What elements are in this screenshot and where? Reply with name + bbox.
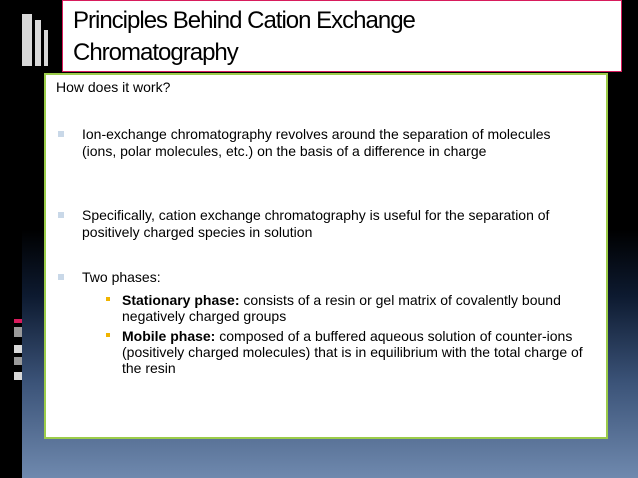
- bullet-text: Specifically, cation exchange chromatography is useful for the separation of positively charged species in solution: [82, 207, 550, 240]
- bullet-text: Two phases:: [82, 269, 161, 285]
- deco-pink-mark: [14, 319, 22, 323]
- bullet-item: [58, 207, 578, 241]
- bullet-text: Ion-exchange chromatography revolves around the separation of molecules (ions, polar molecules, etc.) on the basis of a difference in charge: [82, 126, 551, 159]
- sub-bullet-item: [106, 328, 586, 376]
- sub-bullet-term: Mobile phase:: [122, 328, 216, 344]
- content-box: [44, 73, 608, 439]
- slide-title-line-1: Principles Behind Cation Exchange: [73, 7, 415, 34]
- deco-white-mark-1: [14, 345, 22, 353]
- deco-white-mark-2: [14, 372, 22, 380]
- deco-block-top-3: [44, 30, 48, 66]
- sub-bullet-marker: [106, 297, 110, 301]
- bullet-item: [58, 269, 578, 286]
- sub-bullet-marker: [106, 333, 110, 337]
- deco-grey-mark-2: [14, 357, 22, 365]
- title-box: [62, 0, 622, 72]
- bullet-item: [58, 126, 578, 160]
- sub-bullet-body: consists of a resin or gel matrix of covalently bound negatively charged groups: [122, 292, 561, 324]
- sub-bullet-text: [106, 292, 586, 324]
- bullet-marker: [58, 274, 64, 280]
- sub-bullet-term: Stationary phase:: [122, 292, 240, 308]
- bullet-marker: [58, 212, 64, 218]
- left-bar: [0, 0, 22, 478]
- intro-text: How does it work?: [56, 79, 171, 95]
- sub-bullet-text: [106, 328, 586, 376]
- deco-block-top-2: [35, 20, 41, 66]
- sub-bullet-body: composed of a buffered aqueous solution of counter-ions (positively charged molecules) that is in equilibrium with the total charge of the resin: [122, 328, 583, 376]
- sub-bullet-item: [106, 292, 586, 324]
- deco-block-top: [22, 14, 32, 66]
- bullet-marker: [58, 131, 64, 137]
- slide-title-line-2: Chromatography: [73, 39, 238, 66]
- slide-title: [73, 5, 593, 69]
- deco-grey-mark-1: [14, 327, 22, 337]
